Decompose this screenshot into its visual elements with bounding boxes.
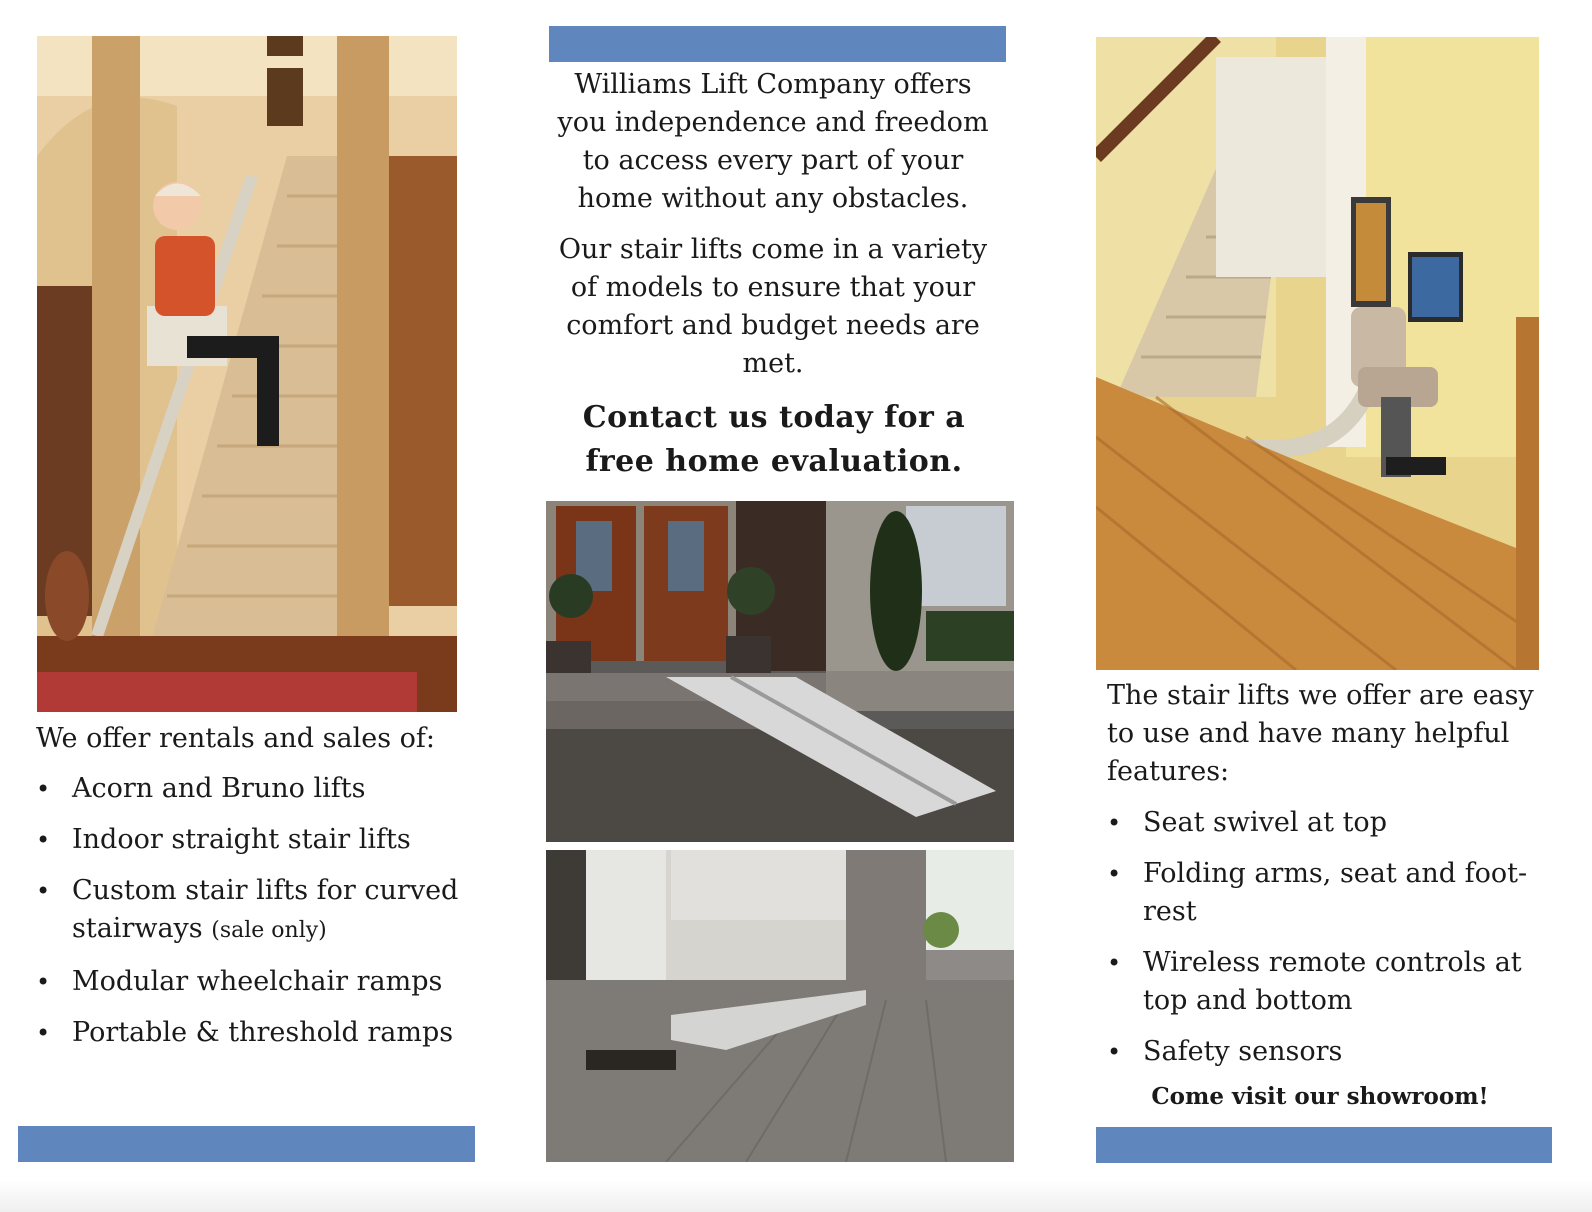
center-accent-bar (549, 26, 1006, 62)
features-intro: The stair lifts we offer are easy to use and have many helpful features: (1107, 680, 1534, 787)
right-accent-bar (1096, 1127, 1552, 1163)
models-paragraph: Our stair lifts come in a variety of models to ensure that your comfort and budget needs are met. (558, 234, 988, 379)
left-accent-bar (18, 1126, 475, 1162)
list-item: • Safety sensors (1107, 1033, 1547, 1071)
portable-ramp-photo (546, 501, 1014, 842)
list-item: • Wireless remote controls at top and bottom (1107, 944, 1547, 1020)
page-bottom-edge (0, 1180, 1592, 1212)
list-item: • Seat swivel at top (1107, 804, 1547, 842)
stair-lift-woman-photo (37, 36, 457, 712)
rentals-intro: We offer rentals and sales of: (36, 723, 436, 754)
features-list (1107, 804, 1547, 1084)
threshold-ramp-photo (546, 850, 1014, 1162)
contact-cta: Contact us today for a free home evaluation. (582, 400, 966, 479)
list-item: • Folding arms, seat and foot-rest (1107, 855, 1547, 931)
list-item: • Acorn and Bruno lifts (36, 770, 466, 808)
curved-stair-lift-photo (1096, 37, 1539, 670)
sale-only-note: (sale only) (211, 918, 327, 943)
list-item: • Indoor straight stair lifts (36, 821, 466, 859)
list-item: • Custom stair lifts for curved stairways (sale only) (36, 872, 466, 950)
showroom-invite: Come visit our showroom! (1151, 1083, 1489, 1110)
list-item: • Modular wheelchair ramps (36, 963, 466, 1001)
intro-paragraph: Williams Lift Company offers you independence and freedom to access every part of your home without any obstacles. (557, 69, 989, 214)
list-item: • Portable & threshold ramps (36, 1014, 466, 1052)
rentals-list (36, 770, 466, 1065)
